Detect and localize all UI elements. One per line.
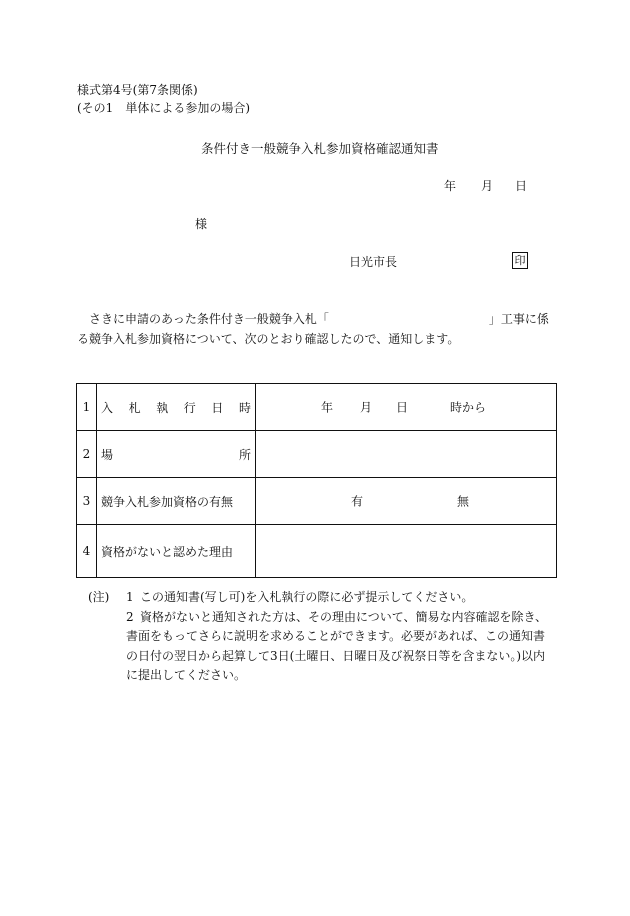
qualified-yes-label: 有 [351, 494, 364, 509]
body-text-part2: 」工事に係る競争入札参加資格について、次のとおり確認したので、通知します。 [77, 312, 549, 346]
note-item [88, 588, 558, 608]
date-year-label: 年 [444, 179, 457, 193]
row-number: 4 [77, 525, 97, 578]
form-subtitle: (その1 単体による参加の場合) [77, 101, 250, 115]
qualification-table [76, 383, 557, 578]
qualification-value [256, 478, 557, 525]
seal-mark: 印 [512, 252, 528, 269]
row-number: 3 [77, 478, 97, 525]
row-number: 2 [77, 431, 97, 478]
row-label-location: 場 所 [97, 431, 256, 478]
time-from-label: 時から [450, 400, 487, 415]
bid-datetime-value [256, 384, 557, 431]
form-number: 様式第4号(第7条関係) [77, 83, 198, 97]
date-month-label: 月 [481, 179, 494, 193]
body-text-part1: さきに申請のあった条件付き一般競争入札「 [89, 312, 329, 326]
table-row [77, 431, 557, 478]
notes-heading: (注) [88, 590, 110, 604]
note-text-continued: 書面をもってさらに説明を求めることができます。必要があれば、この通知書 [126, 629, 546, 643]
row-label-reason: 資格がないと認めた理由 [97, 525, 256, 578]
table-row [77, 478, 557, 525]
note-text: 資格がないと通知された方は、その理由について、簡易な内容確認を除き、 [140, 609, 548, 624]
note-text-continued: に提出してください。 [126, 668, 247, 682]
row-number: 1 [77, 384, 97, 431]
month-label: 月 [360, 400, 373, 415]
note-text-continued: の日付の翌日から起算して3日(土曜日、日曜日及び祝祭日等を含まない。)以内 [126, 648, 546, 663]
body-paragraph [77, 309, 555, 349]
location-value [256, 431, 557, 478]
notes-section [88, 588, 558, 686]
date-day-label: 日 [515, 179, 528, 193]
note-number: 1 [126, 590, 134, 604]
reason-value [256, 525, 557, 578]
qualified-no-label: 無 [457, 494, 470, 509]
year-label: 年 [321, 400, 334, 415]
note-text: この通知書(写し可)を入札執行の際に必ず提示してください。 [140, 590, 474, 604]
note-item [88, 608, 558, 628]
addressee-suffix: 様 [195, 217, 208, 231]
table-row [77, 525, 557, 578]
row-label-qualification: 競争入札参加資格の有無 [97, 478, 256, 525]
issuer-name: 日光市長 [349, 255, 398, 269]
table-row [77, 384, 557, 431]
day-label: 日 [396, 400, 409, 415]
row-label-bid-datetime: 入 札 執 行 日 時 [97, 384, 256, 431]
document-title: 条件付き一般競争入札参加資格確認通知書 [201, 141, 439, 156]
note-number: 2 [126, 609, 134, 624]
